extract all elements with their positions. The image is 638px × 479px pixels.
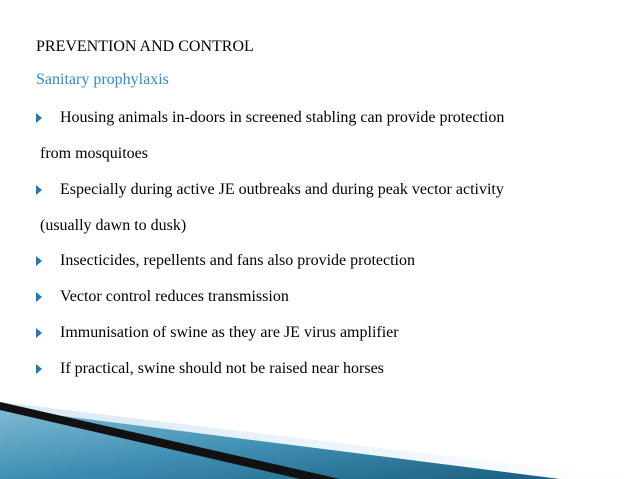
bullet-item — [36, 315, 596, 351]
bullet-text-line: Housing animals in-doors in screened stabling can provide protection — [60, 109, 505, 126]
triangle-bullet-icon — [36, 292, 42, 302]
triangle-bullet-icon — [36, 364, 42, 374]
bullet-item — [36, 351, 596, 387]
triangle-bullet-icon — [36, 256, 42, 266]
bullet-item — [36, 100, 596, 172]
triangle-bullet-icon — [36, 113, 42, 123]
slide-heading: PREVENTION AND CONTROL — [36, 38, 254, 55]
bullet-item — [36, 243, 596, 279]
triangle-bullet-icon — [36, 185, 42, 195]
bullet-text-line: Vector control reduces transmission — [60, 288, 289, 305]
bullet-item — [36, 279, 596, 315]
slide-subheading: Sanitary prophylaxis — [36, 71, 169, 88]
bullet-text-line: Insecticides, repellents and fans also provide protection — [60, 252, 415, 269]
decorative-swoosh — [0, 400, 638, 479]
bullet-text-continuation: from mosquitoes — [40, 145, 148, 162]
bullet-text-line: Immunisation of swine as they are JE virus amplifier — [60, 324, 399, 341]
bullet-text-line: If practical, swine should not be raised near horses — [60, 360, 384, 377]
bullet-item — [36, 172, 596, 244]
bullet-text-continuation: (usually dawn to dusk) — [40, 217, 187, 234]
bullet-text-line: Especially during active JE outbreaks and during peak vector activity — [60, 181, 504, 198]
triangle-bullet-icon — [36, 328, 42, 338]
